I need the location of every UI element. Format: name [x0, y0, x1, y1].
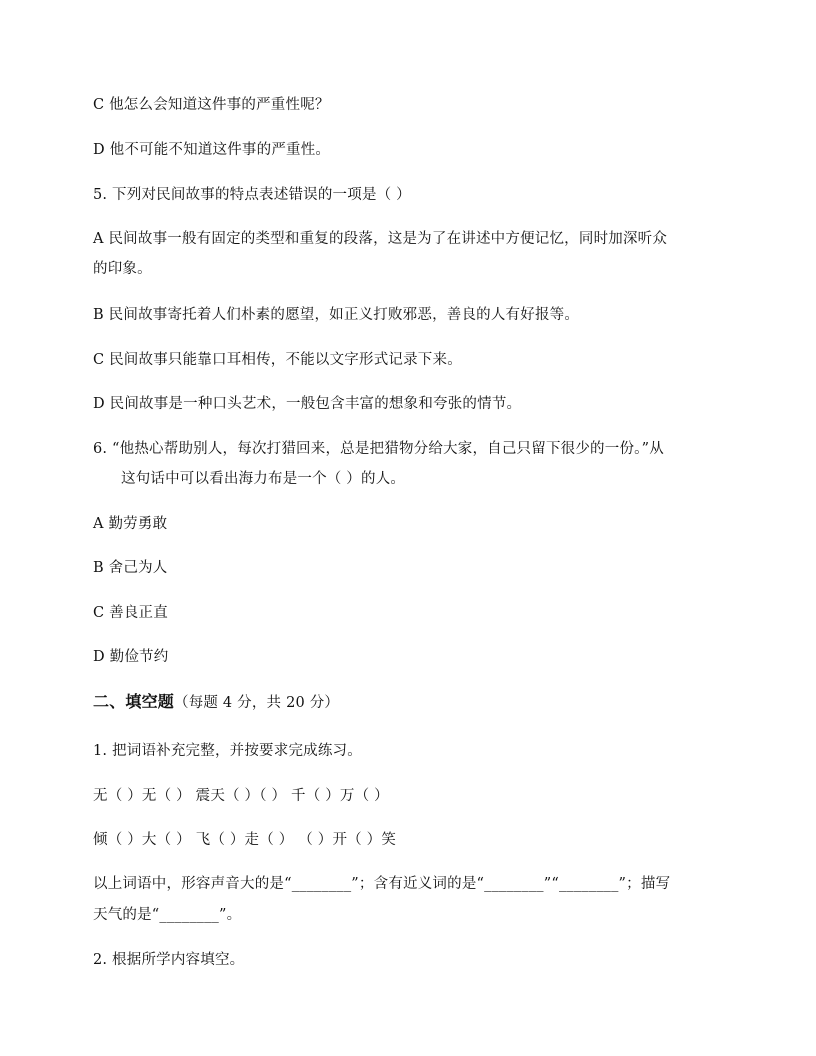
fill-instruction-line1: 以上词语中，形容声音大的是“________”；含有近义词的是“________”“________”；描写	[93, 876, 671, 892]
option-a-q5-line1: A 民间故事一般有固定的类型和重复的段落，这是为了在讲述中方便记忆，同时加深听众	[93, 231, 668, 247]
section-heading-fill-in	[93, 689, 733, 716]
question-6-line1: 6. “他热心帮助别人，每次打猎回来，总是把猎物分给大家，自己只留下很少的一份。”从	[93, 441, 664, 457]
option-c-q5: C 民间故事只能靠口耳相传，不能以文字形式记录下来。	[93, 352, 462, 368]
idiom-row-1: 无（ ）无（ ） 震天（ ）（ ） 千（ ）万（ ）	[93, 788, 389, 804]
question-6-line2: 这句话中可以看出海力布是一个（ ）的人。	[121, 471, 406, 487]
option-b-q5: B 民间故事寄托着人们朴素的愿望，如正义打败邪恶，善良的人有好报等。	[93, 307, 580, 323]
option-c-q4: C 他怎么会知道这件事的严重性呢？	[93, 97, 330, 113]
section-heading-main: 二、填空题	[93, 692, 175, 711]
section-heading-score: （每题 4 分，共 20 分）	[174, 695, 340, 711]
option-d-q4: D 他不可能不知道这件事的严重性。	[93, 142, 331, 158]
fill-question-2: 2. 根据所学内容填空。	[93, 952, 245, 968]
option-d-q5: D 民间故事是一种口头艺术，一般包含丰富的想象和夸张的情节。	[93, 396, 522, 412]
option-c-q6: C 善良正直	[93, 605, 168, 621]
fill-question-1: 1. 把词语补充完整，并按要求完成练习。	[93, 743, 362, 759]
option-d-q6: D 勤俭节约	[93, 649, 169, 665]
idiom-row-2: 倾（ ）大（ ） 飞（ ）走（ ） （ ）开（ ）笑	[93, 832, 397, 848]
option-a-q6: A 勤劳勇敢	[93, 516, 168, 532]
question-5: 5. 下列对民间故事的特点表述错误的一项是（ ）	[93, 187, 411, 203]
option-b-q6: B 舍己为人	[93, 560, 168, 576]
option-a-q5-line2: 的印象。	[93, 261, 152, 277]
fill-instruction-line2: 天气的是“________”。	[93, 907, 242, 923]
